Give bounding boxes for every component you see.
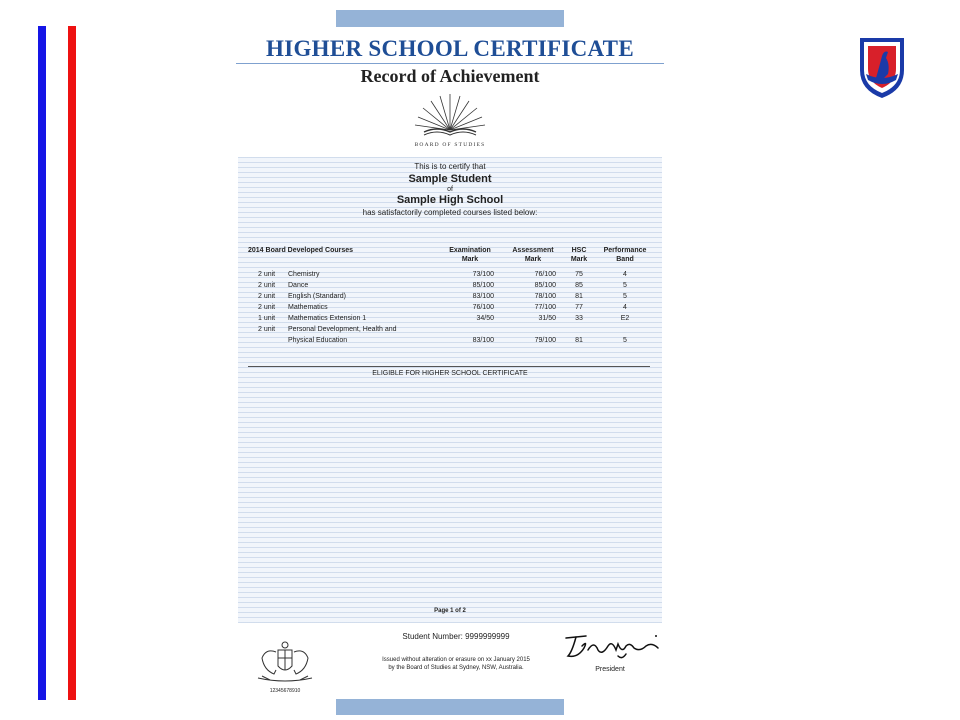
row-band: 4 xyxy=(623,271,627,278)
signature-icon xyxy=(560,630,664,664)
row-exam: 73/100 xyxy=(472,271,494,278)
row-course: Mathematics Extension 1 xyxy=(288,315,367,322)
row-unit: 2 unit xyxy=(258,304,276,311)
rising-sun-book-icon xyxy=(410,92,490,150)
row-unit: 2 unit xyxy=(258,326,276,333)
certify-intro: This is to certify that xyxy=(414,162,486,171)
row-hsc: 81 xyxy=(575,337,583,344)
left-red-stripe xyxy=(68,26,76,700)
header-assessment: Assessment Mark xyxy=(512,247,554,263)
bottom-tab-decoration xyxy=(336,699,564,715)
school-name: Sample High School xyxy=(396,194,504,206)
page-indicator: Page 1 of 2 xyxy=(434,608,466,614)
row-exam: 83/100 xyxy=(472,293,494,300)
row-assessment: 77/100 xyxy=(534,304,556,311)
row-hsc: 75 xyxy=(575,271,583,278)
left-blue-stripe xyxy=(38,26,46,700)
row-band: E2 xyxy=(620,315,630,322)
certificate-paper xyxy=(238,157,662,623)
row-hsc: 77 xyxy=(575,304,583,311)
header-hsc: HSC Mark xyxy=(570,247,588,263)
issued-statement: Issued without alteration or erasure on xx January 2015 by the Board of Studies at Sydney, NSW, Australia. xyxy=(382,657,530,671)
row-assessment: 85/100 xyxy=(534,282,556,289)
row-course: English (Standard) xyxy=(288,293,346,300)
row-band: 5 xyxy=(623,293,627,300)
board-logo-text: BOARD OF STUDIES xyxy=(414,142,486,148)
row-band: 5 xyxy=(623,337,627,344)
row-assessment: 31/50 xyxy=(538,315,556,322)
nsw-coat-of-arms-icon xyxy=(252,640,318,686)
row-assessment: 79/100 xyxy=(534,337,556,344)
row-band: 5 xyxy=(623,282,627,289)
row-hsc: 33 xyxy=(575,315,583,322)
row-course: Dance xyxy=(288,282,309,289)
row-exam: 85/100 xyxy=(472,282,494,289)
table-section-title: 2014 Board Developed Courses xyxy=(248,247,354,254)
row-exam: 34/50 xyxy=(476,315,494,322)
table-divider xyxy=(248,366,650,367)
eligibility-statement: ELIGIBLE FOR HIGHER SCHOOL CERTIFICATE xyxy=(372,370,528,377)
of-text: of xyxy=(447,186,453,193)
row-exam: 76/100 xyxy=(472,304,494,311)
top-tab-decoration xyxy=(336,10,564,27)
row-hsc: 85 xyxy=(575,282,583,289)
certificate-title: HIGHER SCHOOL CERTIFICATE xyxy=(266,36,634,61)
row-course: Chemistry xyxy=(288,271,320,278)
title-divider xyxy=(236,63,664,64)
row-course: Personal Development, Health and xyxy=(288,326,397,333)
row-unit: 1 unit xyxy=(258,315,276,322)
row-assessment: 76/100 xyxy=(534,271,556,278)
certificate-subtitle: Record of Achievement xyxy=(360,66,540,86)
row-course: Mathematics xyxy=(288,304,328,311)
student-number: Student Number: 9999999999 xyxy=(402,632,510,641)
coat-of-arms-number: 12345678910 xyxy=(269,688,301,694)
row-hsc: 81 xyxy=(575,293,583,300)
row-unit: 2 unit xyxy=(258,271,276,278)
row-unit: 2 unit xyxy=(258,282,276,289)
header-exam: Examination Mark xyxy=(449,247,491,263)
student-name: Sample Student xyxy=(408,173,492,185)
row-assessment: 78/100 xyxy=(534,293,556,300)
row-exam: 83/100 xyxy=(472,337,494,344)
row-unit: 2 unit xyxy=(258,293,276,300)
row-band: 4 xyxy=(623,304,627,311)
school-crest-icon xyxy=(856,34,908,100)
row-course-continued: Physical Education xyxy=(288,337,348,344)
president-label: President xyxy=(595,666,625,673)
completion-text: has satisfactorily completed courses listed below: xyxy=(362,208,538,217)
header-band: Performance Band xyxy=(603,247,647,263)
